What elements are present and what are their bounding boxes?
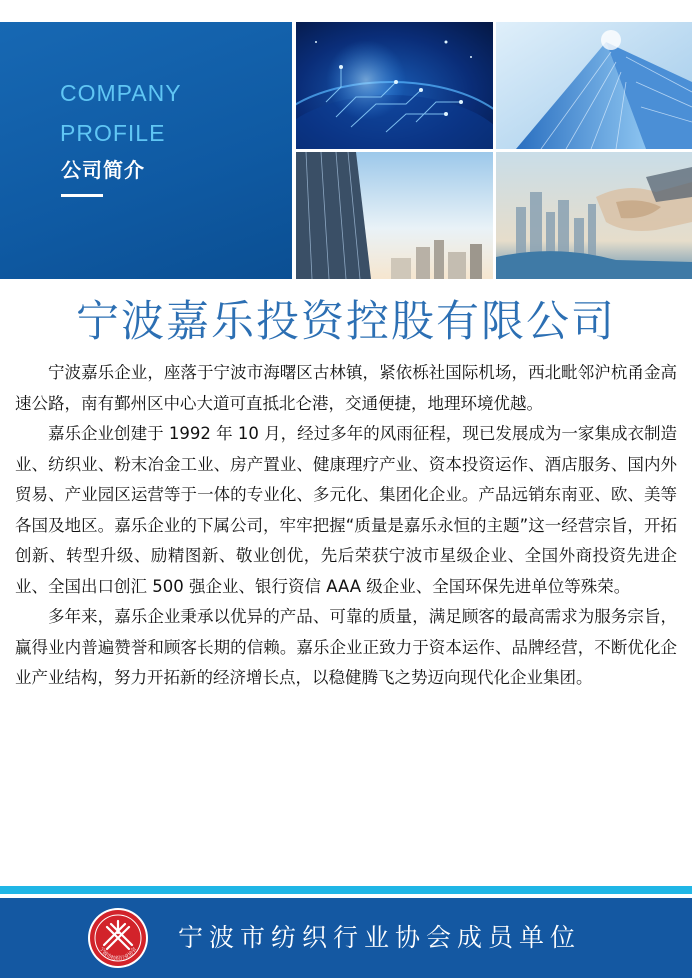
seal-text: 宁波市纺织行业协会 [98,946,138,962]
paragraph-1: 宁波嘉乐企业，座落于宁波市海曙区古林镇，紧依栎社国际机场，西北毗邻沪杭甬金高速公路，南有鄞州区中心大道可直抵北仑港，交通便捷，地理环境优越。 [15,363,677,413]
company-cn-heading: 公司简介 [61,158,145,182]
footer-text: 宁波市纺织行业协会成员单位 [178,923,582,952]
footer-accent-bar [0,886,692,894]
photo-glass-skyscraper [496,22,692,149]
profile-body [15,358,677,694]
association-seal-icon [87,907,149,969]
photo-handshake-city [496,152,692,279]
paragraph-3: 多年来，嘉乐企业秉承以优异的产品、可靠的质量，满足顾客的最高需求为服务宗旨，赢得业内普遍赞誉和顾客长期的信赖。嘉乐企业正致力于资本运作、品牌经营，不断优化企业产业结构，努力开拓新的经济增长点，以稳健腾飞之势迈向现代化企业集团。 [15,607,677,687]
photo-tower-upward [296,152,493,279]
company-en-line2: PROFILE [60,120,166,146]
top-white-strip [0,0,692,22]
header-panel [0,22,292,279]
photo-tech-globe [296,22,493,149]
company-title: 宁波嘉乐投资控股有限公司 [76,297,616,347]
company-en-line1: COMPANY [60,80,182,106]
heading-underline [61,194,103,197]
paragraph-2: 嘉乐企业创建于 1992 年 10 月，经过多年的风雨征程，现已发展成为一家集成衣制造业、纺织业、粉末冶金工业、房产置业、健康理疗产业、资本投资运作、酒店服务、国内外贸易、产业园区运营等于一体的专业化、多元化、集团化企业。产品远销东南亚、欧、美等各国及地区。嘉乐企业的下属公司，牢牢把握“质量是嘉乐永恒的主题”这一经营宗旨，开拓创新、转型升级、励精图新、敬业创优，先后荣获宁波市星级企业、全国外商投资先进企业、全国出口创汇 500 强企业、银行资信 AAA 级企业、全国环保先进单位等殊荣。 [15,424,677,596]
